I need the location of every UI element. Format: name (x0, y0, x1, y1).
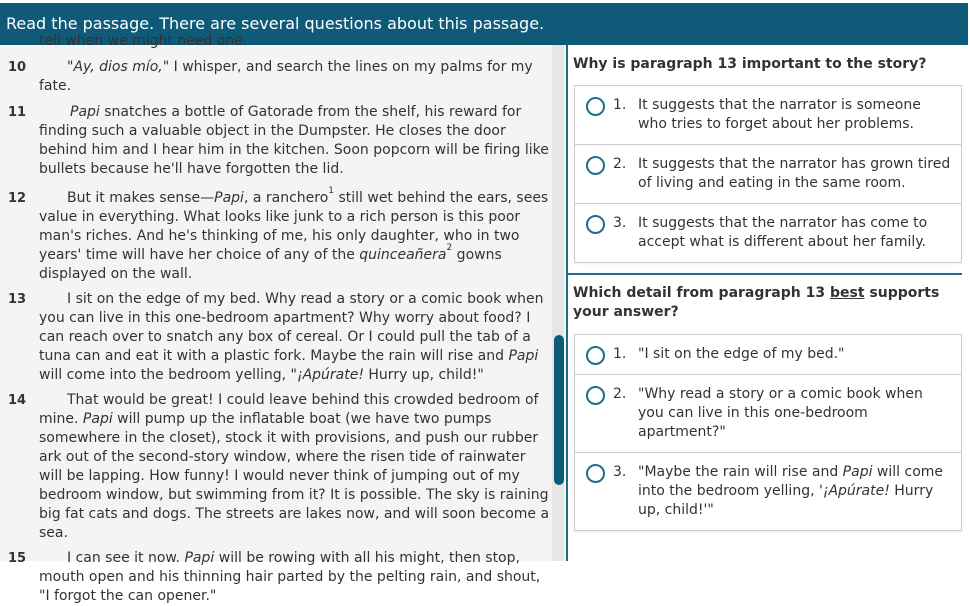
question-2-stem: Which detail from paragraph 13 best supports your answer? (573, 285, 940, 320)
paragraph-13: 13 I sit on the edge of my bed. Why read a story or a comic book when you can live in this one-bedroom apartment? Why worry about food? I can reach over to snatch any box of cereal. Or I could pull the tab of a tuna can and eat it with a plastic fork. Maybe the rain will rise and Papi will come into the bedroom yelling, "¡Apúrate! Hurry up, child!" (8, 291, 544, 383)
footnote-1: 1 (328, 186, 335, 197)
paragraph-14: 14 That would be great! I could leave behind this crowded bedroom of mine. Papi will pump up the inflatable boat (we have two pumps somewhere in the closet), stock it with provisions, and push our rubber ark out of the second-story window, where the risen tide of rainwater will be lapping. How funny! I would never think of jumping out of my bedroom window, but swimming from it? It is possible. The sky is raining big fat cats and dogs. The streets are lakes now, and will soon become a sea. (8, 392, 550, 541)
question-separator (568, 273, 962, 275)
question-2-choice-1[interactable]: 1. "I sit on the edge of my bed." (575, 335, 961, 375)
question-1-choice-3[interactable]: 3. It suggests that the narrator has come to accept what is different about her family. (575, 204, 961, 263)
radio-button[interactable] (586, 156, 605, 175)
question-2-choice-2[interactable]: 2. "Why read a story or a comic book when you can live in this one-bedroom apartment?" (575, 375, 961, 453)
questions-panel (568, 45, 970, 561)
paragraph-12: 12 But it makes sense—Papi, a ranchero$^1$ still wet behind the ears, sees value in everything. What looks like junk to a rich person is this poor man's riches. And he's thinking of me, his only daughter, who in two years' time will have her choice of any of the quinceañera$^2$ gowns displayed on the wall. (8, 186, 549, 282)
question-1-choices (574, 85, 962, 263)
passage-panel[interactable] (0, 33, 567, 604)
footnote-2: 2 (446, 243, 453, 254)
paragraph-number: 13 (8, 292, 27, 307)
paragraph-15: 15 I can see it now. Papi will be rowing with all his might, then stop, mouth open and his thinning hair parted by the pelting rain, and shout, "I forgot the can opener." (8, 550, 541, 604)
question-2-choice-3[interactable]: 3. "Maybe the rain will rise and Papi will come into the bedroom yelling, '¡Apúrate! Hurry up, child!'" (575, 453, 961, 531)
instruction-text: Read the passage. There are several questions about this passage. (6, 14, 545, 33)
question-1-choice-2[interactable]: 2. It suggests that the narrator has grown tired of living and eating in the same room. (575, 145, 961, 204)
paragraph-number: 12 (8, 191, 27, 206)
question-1-choice-1[interactable]: 1. It suggests that the narrator is someone who tries to forget about her problems. (575, 86, 961, 145)
paragraph-number: 10 (8, 60, 27, 75)
passage-scrollbar-thumb[interactable] (554, 335, 564, 485)
paragraph-number: 14 (8, 393, 27, 408)
paragraph-number: 15 (8, 551, 27, 566)
question-1-stem: Why is paragraph 13 important to the story? (573, 56, 927, 72)
paragraph-number: 11 (8, 105, 27, 120)
question-2-choices (574, 334, 962, 531)
radio-button[interactable] (586, 97, 605, 116)
paragraph-11: 11 Papi snatches a bottle of Gatorade from the shelf, his reward for finding such a valuable object in the Dumpster. He closes the door behind him and I hear him in the kitchen. Soon popcorn will be firing like bullets because he'll have forgotten the lid. (8, 104, 549, 177)
radio-button[interactable] (586, 464, 605, 483)
radio-button[interactable] (586, 215, 605, 234)
radio-button[interactable] (586, 346, 605, 365)
paragraph-10: 10 "Ay, dios mío," I whisper, and search the lines on my palms for my fate. (8, 59, 533, 94)
passage-cutoff-line: tell when we might need one. (39, 33, 248, 49)
radio-button[interactable] (586, 386, 605, 405)
